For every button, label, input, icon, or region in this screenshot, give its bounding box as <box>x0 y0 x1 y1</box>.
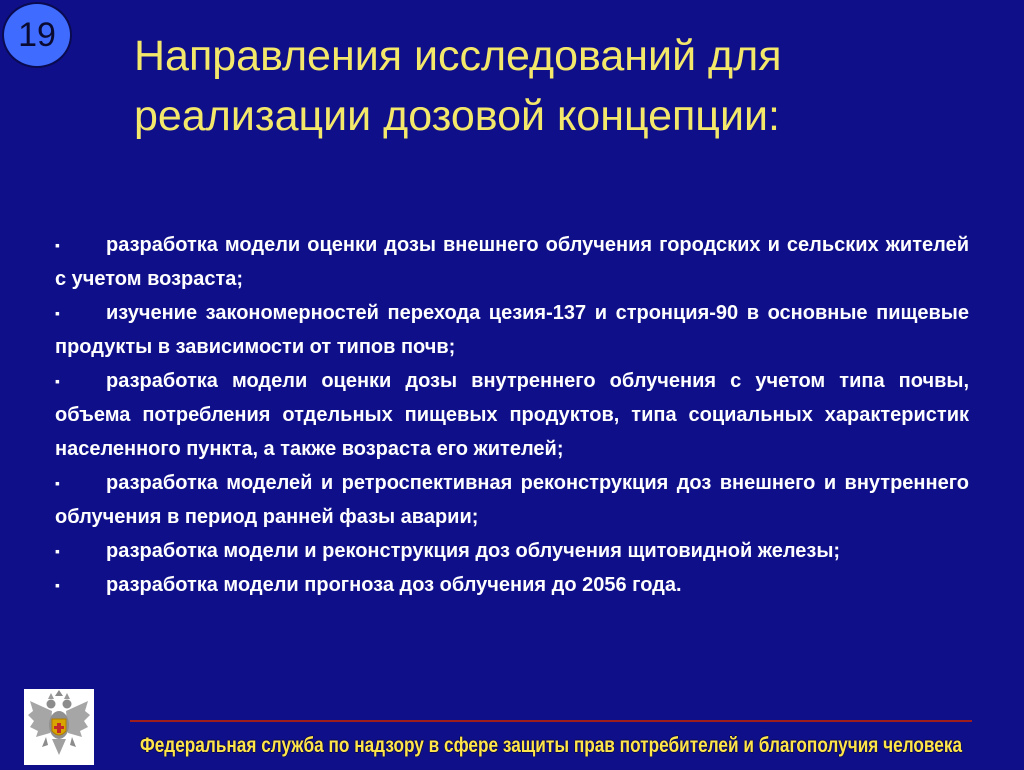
list-item <box>55 534 969 568</box>
bullet-square-icon: ▪ <box>55 577 60 593</box>
emblem-graphic <box>24 689 94 765</box>
research-directions-list <box>55 228 969 602</box>
list-item-text: разработка модели оценки дозы внутреннего облучения с учетом типа почвы, объема потребления отдельных пищевых продуктов, типа социальных характеристик населенного пункта, а также возраста его жителей; <box>55 370 969 460</box>
bullet-square-icon: ▪ <box>55 373 60 389</box>
list-item <box>55 228 969 296</box>
footer-organization-name: Федеральная служба по надзору в сфере защиты прав потребителей и благополучия человека <box>140 734 963 757</box>
list-item-text: разработка модели и реконструкция доз облучения щитовидной железы; <box>106 540 841 562</box>
slide-title: Направления исследований для реализации дозовой концепции: <box>134 32 782 140</box>
list-item <box>55 466 969 534</box>
list-item-text: разработка модели прогноза доз облучения до 2056 года. <box>106 574 682 596</box>
double-headed-eagle-emblem-icon <box>24 689 94 765</box>
slide-number-badge: 19 <box>2 2 72 68</box>
list-item <box>55 296 969 364</box>
bullet-square-icon: ▪ <box>55 305 60 321</box>
list-item <box>55 364 969 466</box>
list-item <box>55 568 969 602</box>
list-item-text: изучение закономерностей перехода цезия-137 и стронция-90 в основные пищевые продукты в зависимости от типов почв; <box>55 302 969 358</box>
list-item-text: разработка моделей и ретроспективная реконструкция доз внешнего и внутреннего облучения в период ранней фазы аварии; <box>55 472 969 528</box>
list-item-text: разработка модели оценки дозы внешнего облучения городских и сельских жителей с учетом возраста; <box>55 234 969 290</box>
bullet-square-icon: ▪ <box>55 475 60 491</box>
bullet-square-icon: ▪ <box>55 237 60 253</box>
footer-divider <box>130 720 972 722</box>
bullet-square-icon: ▪ <box>55 543 60 559</box>
